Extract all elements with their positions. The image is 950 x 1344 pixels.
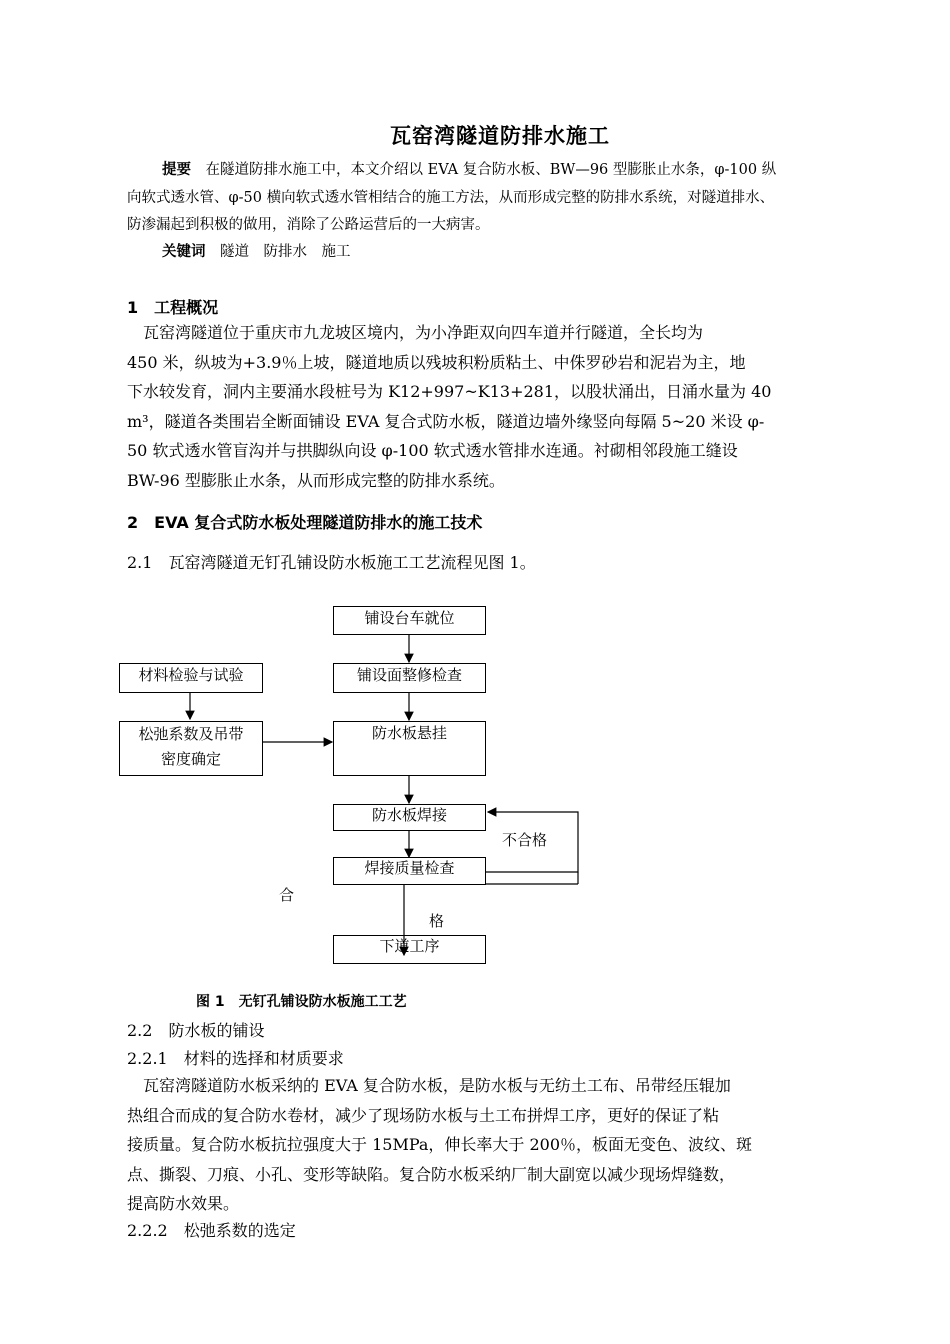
section-1-line: 450 米，纵坡为+3.9％上坡，隧道地质以残坡积粉质粘土、中侏罗砂岩和泥岩为主，地 bbox=[127, 352, 746, 372]
abstract-line-2: 向软式透水管、φ-50 横向软式透水管相结合的施工方法，从而形成完整的防排水系统，对隧道排水、 bbox=[127, 190, 775, 206]
flow-box-slack bbox=[119, 721, 263, 776]
section-2-2-heading: 2.2 防水板的铺设 bbox=[127, 1021, 265, 1040]
section-2-2-1-line: 提高防水效果。 bbox=[127, 1194, 240, 1213]
keywords-label: 关键词 bbox=[162, 244, 206, 260]
flow-box-surface-label: 铺设面整修检查 bbox=[356, 666, 462, 684]
section-1-line: BW-96 型膨胀止水条，从而形成完整的防排水系统。 bbox=[127, 470, 505, 490]
section-2-heading: 2 EVA 复合式防水板处理隧道防排水的施工技术 bbox=[127, 513, 483, 532]
section-2-2-1-line: 瓦窑湾隧道防水板采纳的 EVA 复合防水板，是防水板与无纺土工布、吊带经压辊加 bbox=[127, 1076, 731, 1095]
abstract-text-1: 在隧道防排水施工中，本文介绍以 EVA 复合防水板、BW—96 型膨胀止水条，φ-100 纵 bbox=[205, 162, 777, 178]
abstract-label: 提要 bbox=[162, 162, 191, 178]
section-2-2-1-line: 点、撕裂、刀痕、小孔、变形等缺陷。复合防水板采纳厂制大副宽以减少现场焊缝数， bbox=[127, 1164, 736, 1184]
flow-box-material bbox=[119, 663, 263, 693]
flow-box-weld bbox=[333, 804, 486, 831]
flow-box-check bbox=[333, 857, 486, 885]
flow-box-next-label: 下道工序 bbox=[379, 937, 440, 955]
abstract-line-3: 防渗漏起到积极的做用，消除了公路运营后的一大病害。 bbox=[127, 217, 490, 233]
flow-box-slack-label-1: 松弛系数及吊带 bbox=[138, 725, 244, 743]
section-2-2-2-heading: 2.2.2 松弛系数的选定 bbox=[127, 1221, 296, 1240]
flow-label-pass-1: 合 bbox=[279, 886, 295, 904]
section-2-2-1-line: 热组合而成的复合防水卷材，减少了现场防水板与土工布拼焊工序，更好的保证了粘 bbox=[127, 1105, 720, 1125]
flow-box-material-label: 材料检验与试验 bbox=[138, 666, 244, 684]
flow-box-next bbox=[333, 935, 486, 964]
flow-box-weld-label: 防水板焊接 bbox=[371, 806, 447, 824]
section-2-2-1-line: 接质量。复合防水板抗拉强度大于 15MPa，伸长率大于 200％，板面无变色、波纹、斑 bbox=[127, 1135, 753, 1154]
section-1-line: 50 软式透水管盲沟并与拱脚纵向设 φ-100 软式透水管排水连通。衬砌相邻段施工缝设 bbox=[127, 441, 738, 460]
section-1-line: 下水较发育，洞内主要涌水段桩号为 K12+997~K13+281，以股状涌出，日涌水量为 40 bbox=[127, 382, 772, 401]
flow-box-trolley bbox=[333, 606, 486, 635]
keywords-text: 隧道 防排水 施工 bbox=[220, 244, 351, 260]
figure-caption: 图 1 无钉孔铺设防水板施工工艺 bbox=[196, 994, 407, 1010]
flow-box-trolley-label: 铺设台车就位 bbox=[364, 609, 455, 627]
section-1-line: 瓦窑湾隧道位于重庆市九龙坡区境内，为小净距双向四车道并行隧道，全长均为 bbox=[127, 323, 704, 342]
flow-label-fail: 不合格 bbox=[502, 831, 548, 849]
section-2-2-1-heading: 2.2.1 材料的选择和材质要求 bbox=[127, 1049, 344, 1068]
section-1-heading: 1 工程概况 bbox=[127, 298, 219, 317]
flow-box-check-label: 焊接质量检查 bbox=[364, 859, 455, 877]
page-title: 瓦窑湾隧道防排水施工 bbox=[390, 124, 610, 148]
flow-label-pass-2: 格 bbox=[429, 912, 445, 930]
section-1-line: m³，隧道各类围岩全断面铺设 EVA 复合式防水板，隧道边墙外缘竖向每隔 5~20 米设 φ- bbox=[127, 411, 765, 431]
flow-box-hang-label: 防水板悬挂 bbox=[371, 724, 447, 742]
flow-box-hang bbox=[333, 721, 486, 776]
flow-box-slack-label-2: 密度确定 bbox=[160, 750, 221, 768]
flow-box-surface bbox=[333, 663, 486, 693]
section-2-1-heading: 2.1 瓦窑湾隧道无钉孔铺设防水板施工工艺流程见图 1。 bbox=[127, 553, 536, 572]
section-2-2-1-body bbox=[127, 1071, 855, 1219]
